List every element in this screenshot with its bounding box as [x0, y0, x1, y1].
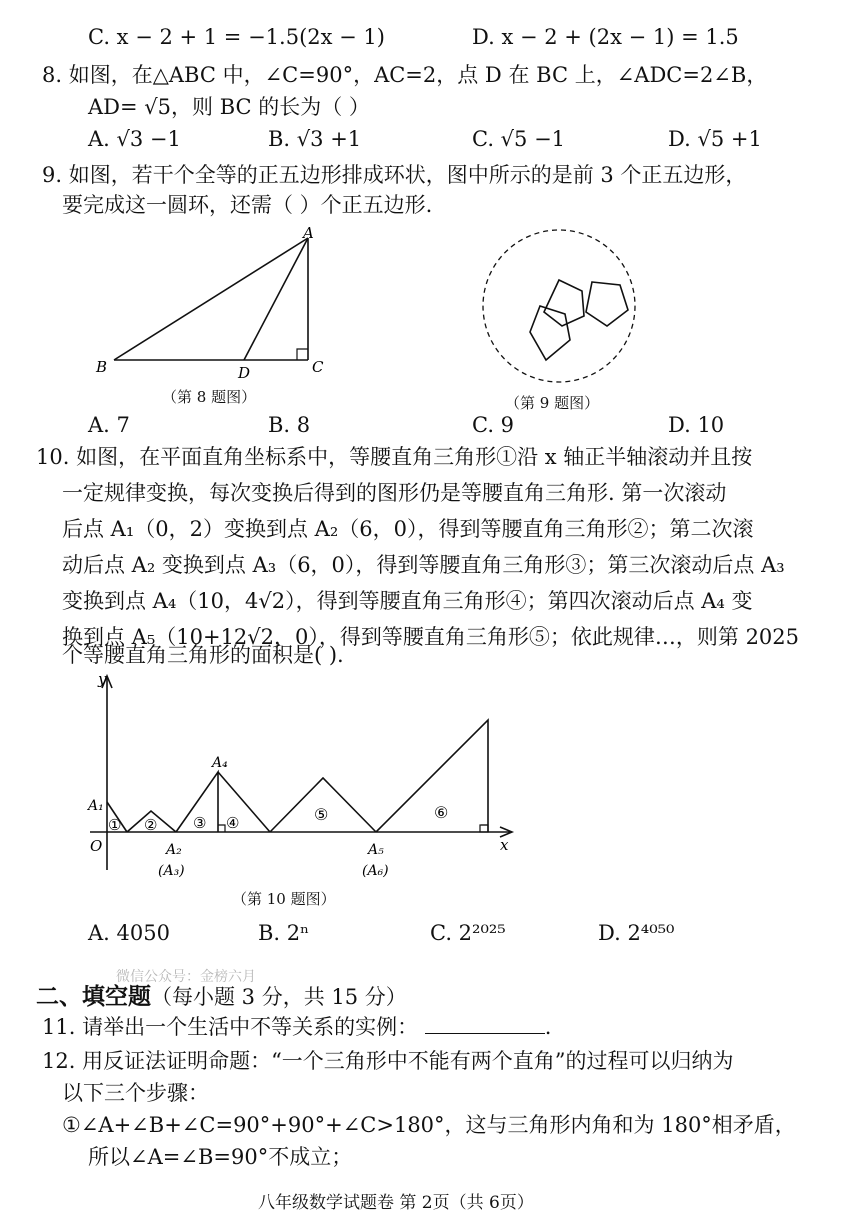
q11: [42, 1012, 551, 1042]
right-angle-mark: [297, 349, 308, 360]
q10-option-c: C. 2²⁰²⁵: [430, 921, 506, 945]
q12-stem-line1: 12. 用反证法证明命题：“一个三角形中不能有两个直角”的过程可以归纳为: [42, 1049, 734, 1073]
q7-option-d: D. x − 2 + (2x − 1) = 1.5: [472, 25, 739, 49]
q9-stem-line2: 要完成这一圆环，还需（ ）个正五边形.: [62, 193, 433, 217]
q11-text: 11. 请举出一个生活中不等关系的实例：: [42, 1015, 419, 1039]
q10-stem-line4: 动后点 A₂ 变换到点 A₃（6，0），得到等腰直角三角形③；第三次滚动后点 A₃: [62, 553, 785, 577]
point-a1-label: A₁: [88, 798, 104, 814]
q10-figure: [80, 670, 530, 885]
q8-option-d: D. √5 +1: [668, 127, 762, 151]
right-angle-box-6: [480, 825, 488, 832]
dashed-circle: [483, 230, 635, 382]
triangle-label-1: ①: [108, 816, 122, 834]
q11-end: .: [544, 1015, 552, 1039]
page-footer: 八年级数学试题卷 第 2页（共 6页）: [258, 1193, 534, 1213]
q8-stem-line2: AD= √5，则 BC 的长为（ ）: [88, 95, 370, 119]
x-axis-label: x: [500, 836, 509, 854]
q12-step-1-line1: ①∠A+∠B+∠C=90°+90°+∠C>180°，这与三角形内角和为 180°相矛盾，: [62, 1113, 796, 1137]
point-a2-label: A₂: [166, 842, 182, 858]
q10-option-d: D. 2⁴⁰⁵⁰: [598, 921, 675, 945]
q9-figure-caption: （第 9 题图）: [505, 394, 600, 412]
q10-option-b: B. 2ⁿ: [258, 921, 310, 945]
q9-option-d: D. 10: [668, 413, 725, 437]
label-c: C: [312, 358, 324, 376]
q10-figure-caption: （第 10 题图）: [232, 890, 336, 908]
triangle-label-5: ⑤: [314, 805, 329, 824]
triangle-6: [376, 720, 488, 832]
q8-option-b: B. √3 +1: [268, 127, 362, 151]
label-d: D: [238, 364, 251, 382]
pentagon-1: [544, 280, 584, 326]
q10-stem-line1: 10. 如图，在平面直角坐标系中，等腰直角三角形①沿 x 轴正半轴滚动并且按: [36, 445, 753, 469]
q9-option-b: B. 8: [268, 413, 311, 437]
triangle-label-2: ②: [144, 816, 158, 834]
q10-stem-line7: 个等腰直角三角形的面积是( ).: [62, 643, 344, 667]
point-a4-label: A₄: [212, 755, 228, 771]
pentagon-3: [530, 306, 570, 360]
q7-option-c: C. x − 2 + 1 = −1.5(2x − 1): [88, 25, 385, 49]
triangle-label-6: ⑥: [434, 803, 449, 822]
watermark: 微信公众号：金榜六月: [116, 969, 256, 985]
triangle-label-4: ④: [226, 814, 240, 832]
q8-figure-caption: （第 8 题图）: [162, 388, 257, 406]
q12-step-1-line2: 所以∠A=∠B=90°不成立；: [88, 1145, 353, 1169]
section-2-title: 二、填空题: [36, 984, 151, 1010]
q10-stem-line2: 一定规律变换，每次变换后得到的图形仍是等腰直角三角形. 第一次滚动: [62, 481, 727, 505]
q11-answer-blank[interactable]: [425, 1015, 545, 1034]
q9-option-a: A. 7: [88, 413, 130, 437]
right-angle-mark-4: [218, 825, 225, 832]
point-a5-label: A₅: [368, 842, 384, 858]
q10-stem-line5: 变换到点 A₄（10，4√2），得到等腰直角三角形④；第四次滚动后点 A₄ 变: [62, 589, 753, 613]
section-2-heading: [36, 978, 407, 1012]
origin-label: O: [90, 837, 103, 855]
q9-figure: [470, 220, 670, 390]
q10-stem-line3: 后点 A₁（0，2）变换到点 A₂（6，0），得到等腰直角三角形②；第二次滚: [62, 517, 754, 541]
q8-figure: [90, 220, 340, 388]
triangle-label-3: ③: [193, 814, 207, 832]
q8-option-c: C. √5 −1: [472, 127, 566, 151]
pentagon-2: [586, 282, 628, 326]
point-a3-label: (A₃): [158, 863, 185, 879]
q8-option-a: A. √3 −1: [88, 127, 181, 151]
point-a6-label: (A₆): [362, 863, 389, 879]
q12-stem-line2: 以下三个步骤：: [62, 1081, 209, 1105]
section-2-note: （每小题 3 分，共 15 分）: [151, 985, 407, 1009]
q8-stem-line1: 8. 如图，在△ABC 中，∠C=90°，AC=2，点 D 在 BC 上，∠ADC=2∠B，: [42, 63, 768, 87]
q10-option-a: A. 4050: [88, 921, 170, 945]
q9-option-c: C. 9: [472, 413, 515, 437]
side-ab: [114, 238, 308, 360]
y-axis-label: y: [98, 670, 107, 688]
label-a: A: [303, 224, 314, 242]
q9-stem-line1: 9. 如图，若干个全等的正五边形排成环状，图中所示的是前 3 个正五边形，: [42, 163, 747, 187]
label-b: B: [96, 358, 108, 376]
segment-ad: [244, 238, 308, 360]
q10-stem-line6: 换到点 A₅（10+12√2，0），得到等腰直角三角形⑤；依此规律…，则第 2025: [62, 625, 800, 649]
